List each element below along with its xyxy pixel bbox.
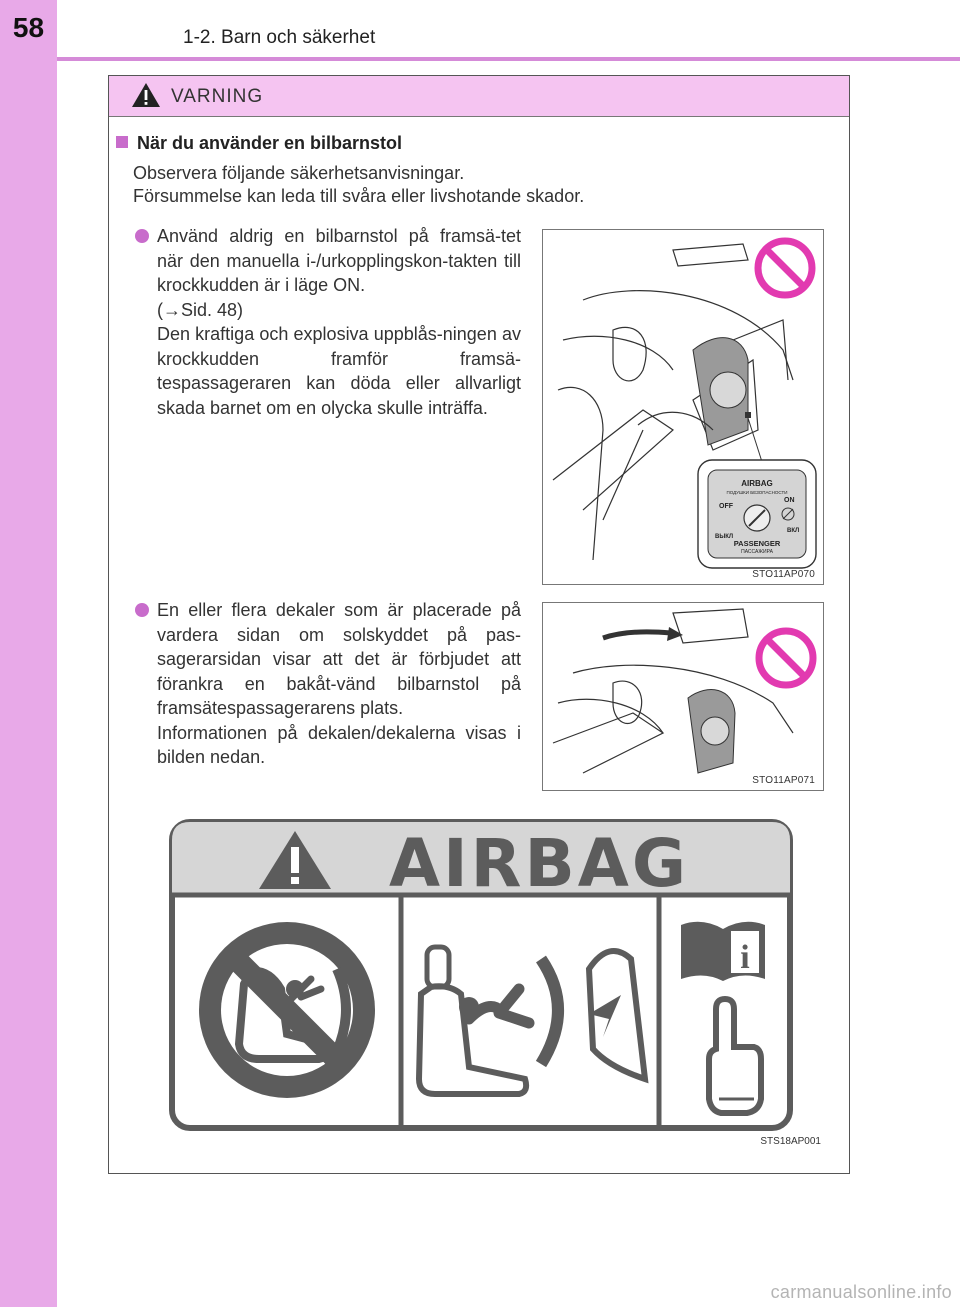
intro-text <box>133 162 584 208</box>
figure-child-seat-airbag-switch <box>542 229 824 585</box>
figure-caption: STO11AP071 <box>752 775 815 786</box>
side-accent-band <box>0 0 57 1307</box>
switch-label-on: ON <box>784 497 795 504</box>
sub-heading-text: När du använder en bilbarnstol <box>137 133 403 153</box>
bullet-text: Använd aldrig en bilbarnstol på framsä-tet när den manuella i-/urkopplingskon-takten till krockkudden är i läge ON. <box>157 226 521 295</box>
caption-text: STS18AP001 <box>760 1136 821 1147</box>
intro-line: Försummelse kan leda till svåra eller livshotande skador. <box>133 186 585 206</box>
footer-watermark: carmanualsonline.info <box>770 1282 952 1302</box>
switch-label-passenger-ru: ПАССАЖИРА <box>741 549 773 555</box>
round-bullet-icon <box>135 603 149 617</box>
square-bullet-icon <box>116 136 128 148</box>
section-title: 1-2. Barn och säkerhet <box>183 27 376 48</box>
figure-caption <box>109 1136 849 1147</box>
bullet-text: Informationen på dekalen/dekalerna visas i bilden nedan. <box>157 722 521 767</box>
info-glyph: i <box>740 939 750 976</box>
figure-sun-visor-decal <box>542 602 824 791</box>
warning-title: VARNING <box>171 86 264 107</box>
sub-heading <box>116 133 402 154</box>
bullet-item <box>135 224 521 420</box>
page-number: 58 <box>12 12 45 43</box>
car-interior-illustration <box>543 230 823 584</box>
sun-visor-illustration <box>543 603 823 790</box>
switch-label-off-ru: ВЫКЛ <box>715 534 734 540</box>
prohibition-icon <box>758 241 812 295</box>
header-rule <box>57 57 960 61</box>
warning-box <box>108 75 850 1174</box>
prohibition-icon <box>759 631 813 685</box>
label-title: AIRBAG <box>388 825 690 902</box>
bullet-item <box>135 598 521 770</box>
round-bullet-icon <box>135 229 149 243</box>
page-reference: (→Sid. 48) <box>157 299 244 320</box>
switch-label-on-ru: ВКЛ <box>787 528 800 534</box>
switch-label-passenger: PASSENGER <box>733 539 781 548</box>
bullet-text: En eller flera dekaler som är placerade på vardera sidan om solskyddet på pas-sagerarsidan visar att det är förbjudet att förankra en bakåt-vänd bilbarnstol på framsätespassagerarens plats. <box>157 600 521 718</box>
airbag-warning-label <box>169 819 793 1131</box>
airbag-switch-panel <box>698 460 816 568</box>
bullet-text: Den kraftiga och explosiva uppblås-ningen av krockkudden framför framsä-tespassageraren kan döda eller allvarligt skada barnet om en olycka skulle inträffa. <box>157 324 521 418</box>
figure-caption: STO11AP070 <box>752 569 815 580</box>
warning-triangle-icon <box>131 82 161 108</box>
switch-label-off: OFF <box>719 503 733 510</box>
warning-header <box>109 76 849 117</box>
intro-line: Observera följande säkerhetsanvisningar. <box>133 163 465 183</box>
manual-book-icon <box>681 922 765 981</box>
switch-label-airbag: AIRBAG <box>741 479 773 488</box>
switch-label-airbag-ru: ПОДУШКИ БЕЗОПАСНОСТИ <box>726 490 788 495</box>
no-child-seat-icon <box>199 922 375 1098</box>
